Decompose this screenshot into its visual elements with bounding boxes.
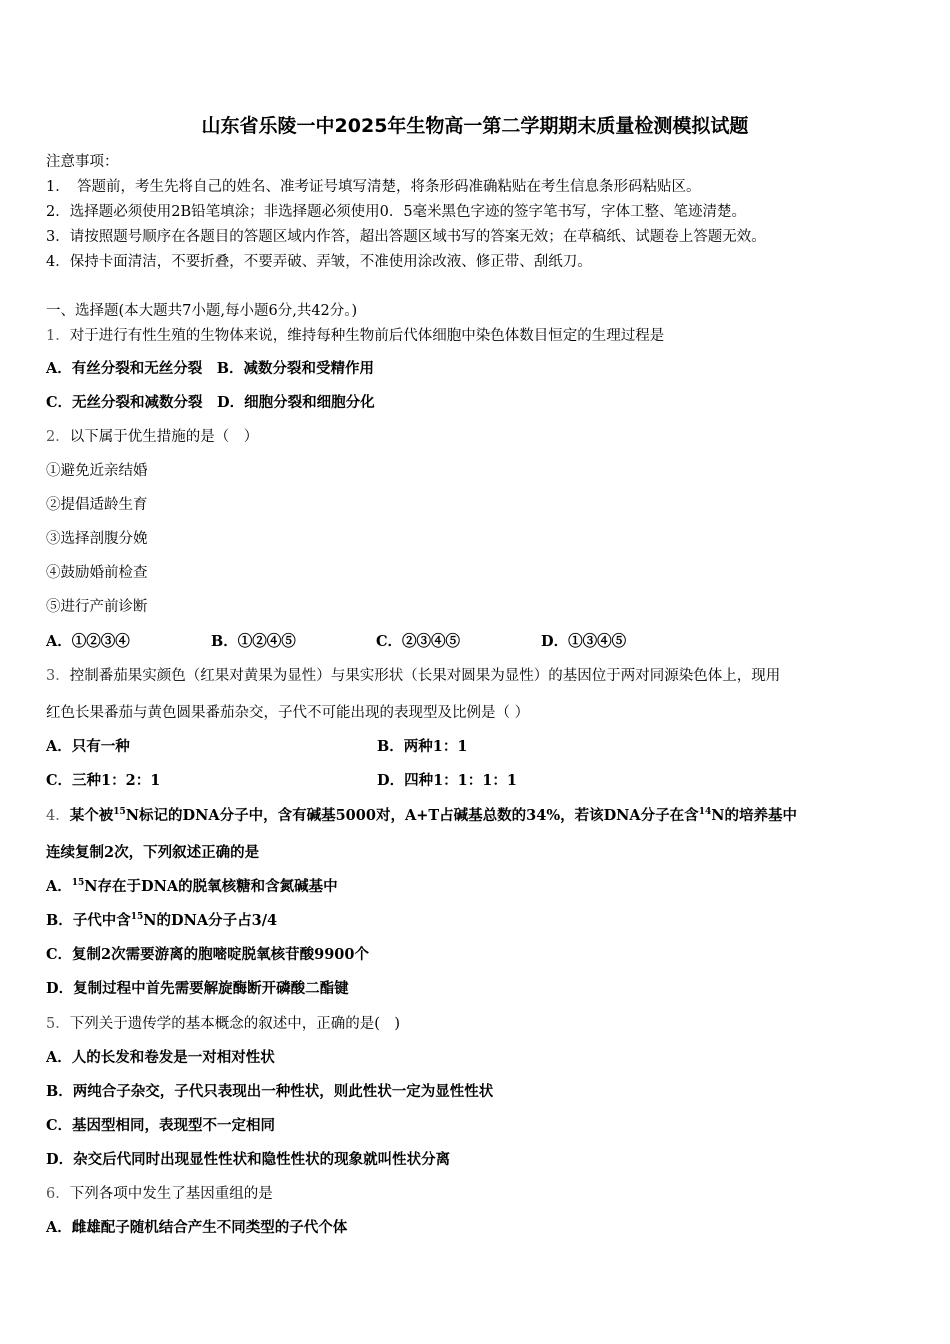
q4-option-c: C．复制2次需要游离的胞嘧啶脱氧核苷酸9900个 (46, 946, 369, 963)
question-5 (46, 1014, 400, 1034)
question-2 (46, 427, 258, 447)
notice-item-1: 1． 答题前，考生先将自己的姓名、准考证号填写清楚，将条形码准确粘贴在考生信息条形码粘贴区。 (46, 179, 701, 195)
q5-option-a: A．人的长发和卷发是一对相对性状 (46, 1049, 275, 1066)
q1-options-row-2: C．无丝分裂和减数分裂 D．细胞分裂和细胞分化 (46, 394, 375, 411)
notice-item-4: 4．保持卡面清洁，不要折叠，不要弄破、弄皱，不准使用涂改液、修正带、刮纸刀。 (46, 254, 592, 270)
question-4-continued: 连续复制2次，下列叙述正确的是 (46, 844, 260, 861)
page-title: 山东省乐陵一中2025年生物高一第二学期期末质量检测模拟试题 (201, 115, 749, 137)
question-number: 3． (46, 668, 70, 684)
q2-option-c: C．②③④⑤ (376, 633, 461, 650)
question-text: 对于进行有性生殖的生物体来说，维持每种生物前后代体细胞中染色体数目恒定的生理过程是 (69, 328, 665, 344)
q2-item-4: ④鼓励婚前检查 (46, 565, 148, 581)
question-text: 下列关于遗传学的基本概念的叙述中，正确的是( ) (69, 1016, 401, 1032)
q1-options-row-1: A．有丝分裂和无丝分裂 B．减数分裂和受精作用 (46, 360, 375, 377)
question-text: 控制番茄果实颜色（红果对黄果为显性）与果实形状（长果对圆果为显性）的基因位于两对同源染色体上，现用 (69, 668, 781, 684)
question-text: 下列各项中发生了基因重组的是 (69, 1186, 273, 1202)
q5-option-d: D．杂交后代同时出现显性性状和隐性性状的现象就叫性状分离 (46, 1151, 451, 1168)
q2-item-3: ③选择剖腹分娩 (46, 531, 148, 547)
q4-option-d: D．复制过程中首先需要解旋酶断开磷酸二酯键 (46, 980, 349, 997)
q2-options (46, 632, 906, 652)
q2-option-b: B．①②④⑤ (211, 633, 296, 650)
q2-option-d: D．①③④⑤ (541, 633, 627, 650)
question-3 (46, 666, 780, 686)
question-number: 5． (46, 1016, 70, 1032)
question-number: 4． (46, 808, 70, 824)
q2-item-1: ①避免近亲结婚 (46, 463, 148, 479)
question-6 (46, 1184, 273, 1204)
q3-option-b: B．两种1：1 (377, 738, 468, 755)
question-number: 1． (46, 328, 70, 344)
question-4: 4．某个被$^{15}$N标记的DNA分子中，含有碱基5000对，A+T占碱基总数的34%，若该DNA分子在含$^{14}$N的培养基中 (46, 807, 797, 824)
question-number: 6． (46, 1186, 70, 1202)
notice-heading: 注意事项： (46, 154, 119, 170)
q3-option-c: C．三种1：2：1 (46, 772, 161, 789)
question-text: 以下属于优生措施的是（ ） (69, 429, 259, 445)
q3-option-d: D．四种1：1：1：1 (377, 772, 517, 789)
q4-option-b: B．子代中含$^{15}$N的DNA分子占3/4 (46, 912, 278, 929)
notice-item-2: 2．选择题必须使用2B铅笔填涂；非选择题必须使用0．5毫米黑色字迹的签字笔书写，字体工整、笔迹清楚。 (46, 204, 747, 220)
q6-option-a: A．雌雄配子随机结合产生不同类型的子代个体 (46, 1219, 348, 1236)
question-1 (46, 326, 664, 346)
notice-item-3: 3．请按照题号顺序在各题目的答题区域内作答，超出答题区域书写的答案无效；在草稿纸、试题卷上答题无效。 (46, 229, 766, 245)
q2-item-5: ⑤进行产前诊断 (46, 599, 148, 615)
q2-option-a: A．①②③④ (46, 633, 130, 650)
q4-option-a: A．$^{15}$N存在于DNA的脱氧核糖和含氮碱基中 (46, 878, 338, 895)
q2-item-2: ②提倡适龄生育 (46, 497, 148, 513)
q5-option-c: C．基因型相同，表现型不一定相同 (46, 1117, 276, 1134)
question-number: 2． (46, 429, 70, 445)
q5-option-b: B．两纯合子杂交，子代只表现出一种性状，则此性状一定为显性性状 (46, 1083, 494, 1100)
question-3-continued: 红色长果番茄与黄色圆果番茄杂交，子代不可能出现的表现型及比例是（ ） (46, 705, 530, 721)
section-heading: 一、选择题(本大题共7小题,每小题6分,共42分。) (46, 303, 358, 319)
q3-option-a: A．只有一种 (46, 738, 130, 755)
